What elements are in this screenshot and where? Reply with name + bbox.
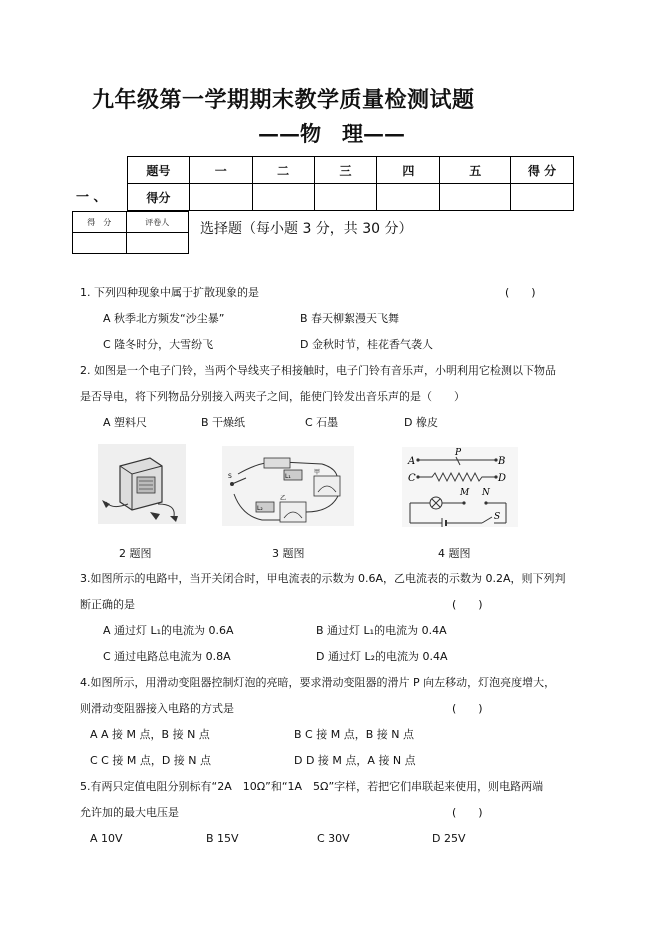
score-header-cell: 四 <box>377 157 440 184</box>
q1-answer-bracket[interactable]: ( ) <box>505 286 536 299</box>
q5-option-c[interactable]: C 30V <box>317 832 350 845</box>
score-input-cell[interactable] <box>189 184 252 211</box>
score-input-cell[interactable] <box>314 184 377 211</box>
score-header-cell: 题号 <box>128 157 190 184</box>
fig4-A-label: A <box>408 456 416 467</box>
score-input-cell[interactable] <box>377 184 440 211</box>
score-input-cell[interactable] <box>252 184 314 211</box>
grader-score-cell[interactable] <box>73 233 127 254</box>
fig3-L1-label: L₁ <box>285 473 291 480</box>
q2-stem-line1: 2. 如图是一个电子门铃，当两个导线夹子相接触时，电子门铃有音乐声，小明利用它检测以下物品 <box>80 364 556 377</box>
fig3-L2-label: L₂ <box>257 505 263 512</box>
q2-option-d[interactable]: D 橡皮 <box>404 416 438 429</box>
fig4-S-label: S <box>494 512 501 522</box>
part-label: 一 、 <box>76 190 107 205</box>
q3-option-c[interactable]: C 通过电路总电流为 0.8A <box>103 650 231 663</box>
q3-stem-line1: 3.如图所示的电路中，当开关闭合时，甲电流表的示数为 0.6A，乙电流表的示数为 0.2A，则下列判 <box>80 572 566 585</box>
section-heading: 选择题（每小题 3 分，共 30 分） <box>200 221 413 237</box>
page-title: 九年级第一学期期末教学质量检测试题 <box>92 87 475 113</box>
fig2-caption: 2 题图 <box>119 547 152 560</box>
fig4-caption: 4 题图 <box>438 547 471 560</box>
score-table-score-row <box>128 184 574 211</box>
q1-option-c[interactable]: C 隆冬时分，大雪纷飞 <box>103 338 214 351</box>
q4-option-c[interactable]: C C 接 M 点，D 接 N 点 <box>90 754 212 767</box>
q4-option-d[interactable]: D D 接 M 点，A 接 N 点 <box>294 754 416 767</box>
grader-table <box>72 211 189 254</box>
rheostat-circuit-figure <box>402 447 518 527</box>
grader-reviewer-label: 评卷人 <box>126 212 188 233</box>
q1-option-b[interactable]: B 春天柳絮漫天飞舞 <box>300 312 400 325</box>
q5-stem-line1: 5.有两只定值电阻分别标有“2A 10Ω”和“1A 5Ω”字样，若把它们串联起来使用，则电路两端 <box>80 780 544 793</box>
q3-stem-line2: 断正确的是 <box>80 598 135 611</box>
q2-stem-line2: 是否导电，将下列物品分别接入两夹子之间，能使门铃发出音乐声的是（ ） <box>80 390 465 403</box>
q5-option-d[interactable]: D 25V <box>432 832 466 845</box>
score-input-cell[interactable] <box>511 184 574 211</box>
q3-option-a[interactable]: A 通过灯 L₁的电流为 0.6A <box>103 624 234 637</box>
q5-option-a[interactable]: A 10V <box>90 832 123 845</box>
score-header-cell: 一 <box>189 157 252 184</box>
page-subtitle: ——物 理—— <box>258 121 405 146</box>
fig4-B-label: B <box>498 456 506 467</box>
fig4-M-label: M <box>460 488 470 498</box>
q5-answer-bracket[interactable]: ( ) <box>452 806 483 819</box>
q5-stem-line2: 允许加的最大电压是 <box>80 806 179 819</box>
q4-option-a[interactable]: A A 接 M 点，B 接 N 点 <box>90 728 210 741</box>
score-row-label: 得分 <box>128 184 190 211</box>
grader-reviewer-cell[interactable] <box>126 233 188 254</box>
q4-option-b[interactable]: B C 接 M 点，B 接 N 点 <box>294 728 414 741</box>
score-header-cell: 三 <box>314 157 377 184</box>
score-table <box>127 156 574 211</box>
fig3-jia-label: 甲 <box>314 469 321 476</box>
ammeter-circuit-figure <box>222 446 354 526</box>
fig3-yi-label: 乙 <box>280 495 287 502</box>
q4-stem-line2: 则滑动变阻器接入电路的方式是 <box>80 702 234 715</box>
q3-option-d[interactable]: D 通过灯 L₂的电流为 0.4A <box>316 650 448 663</box>
q1-option-d[interactable]: D 金秋时节，桂花香气袭人 <box>300 338 433 351</box>
fig4-D-label: D <box>498 473 507 484</box>
q2-option-b[interactable]: B 干燥纸 <box>201 416 246 429</box>
score-header-cell: 二 <box>252 157 314 184</box>
q1-option-a[interactable]: A 秋季北方频发“沙尘暴” <box>103 312 225 325</box>
q4-answer-bracket[interactable]: ( ) <box>452 702 483 715</box>
q5-option-b[interactable]: B 15V <box>206 832 239 845</box>
q3-option-b[interactable]: B 通过灯 L₁的电流为 0.4A <box>316 624 447 637</box>
fig4-P-label: P <box>455 448 462 458</box>
fig4-N-label: N <box>482 488 490 498</box>
fig3-S-label: S <box>228 473 232 480</box>
q2-option-c[interactable]: C 石墨 <box>305 416 339 429</box>
score-header-cell: 得 分 <box>511 157 574 184</box>
grader-score-label: 得 分 <box>73 212 127 233</box>
score-table-header-row <box>128 157 574 184</box>
score-input-cell[interactable] <box>440 184 511 211</box>
q2-option-a[interactable]: A 塑料尺 <box>103 416 148 429</box>
fig3-caption: 3 题图 <box>272 547 305 560</box>
q3-answer-bracket[interactable]: ( ) <box>452 598 483 611</box>
q1-stem: 1. 下列四种现象中属于扩散现象的是 <box>80 286 259 299</box>
q4-stem-line1: 4.如图所示，用滑动变阻器控制灯泡的亮暗，要求滑动变阻器的滑片 P 向左移动，灯泡亮度增大， <box>80 676 556 689</box>
fig4-C-label: C <box>408 473 416 484</box>
doorbell-figure <box>98 444 186 524</box>
score-header-cell: 五 <box>440 157 511 184</box>
